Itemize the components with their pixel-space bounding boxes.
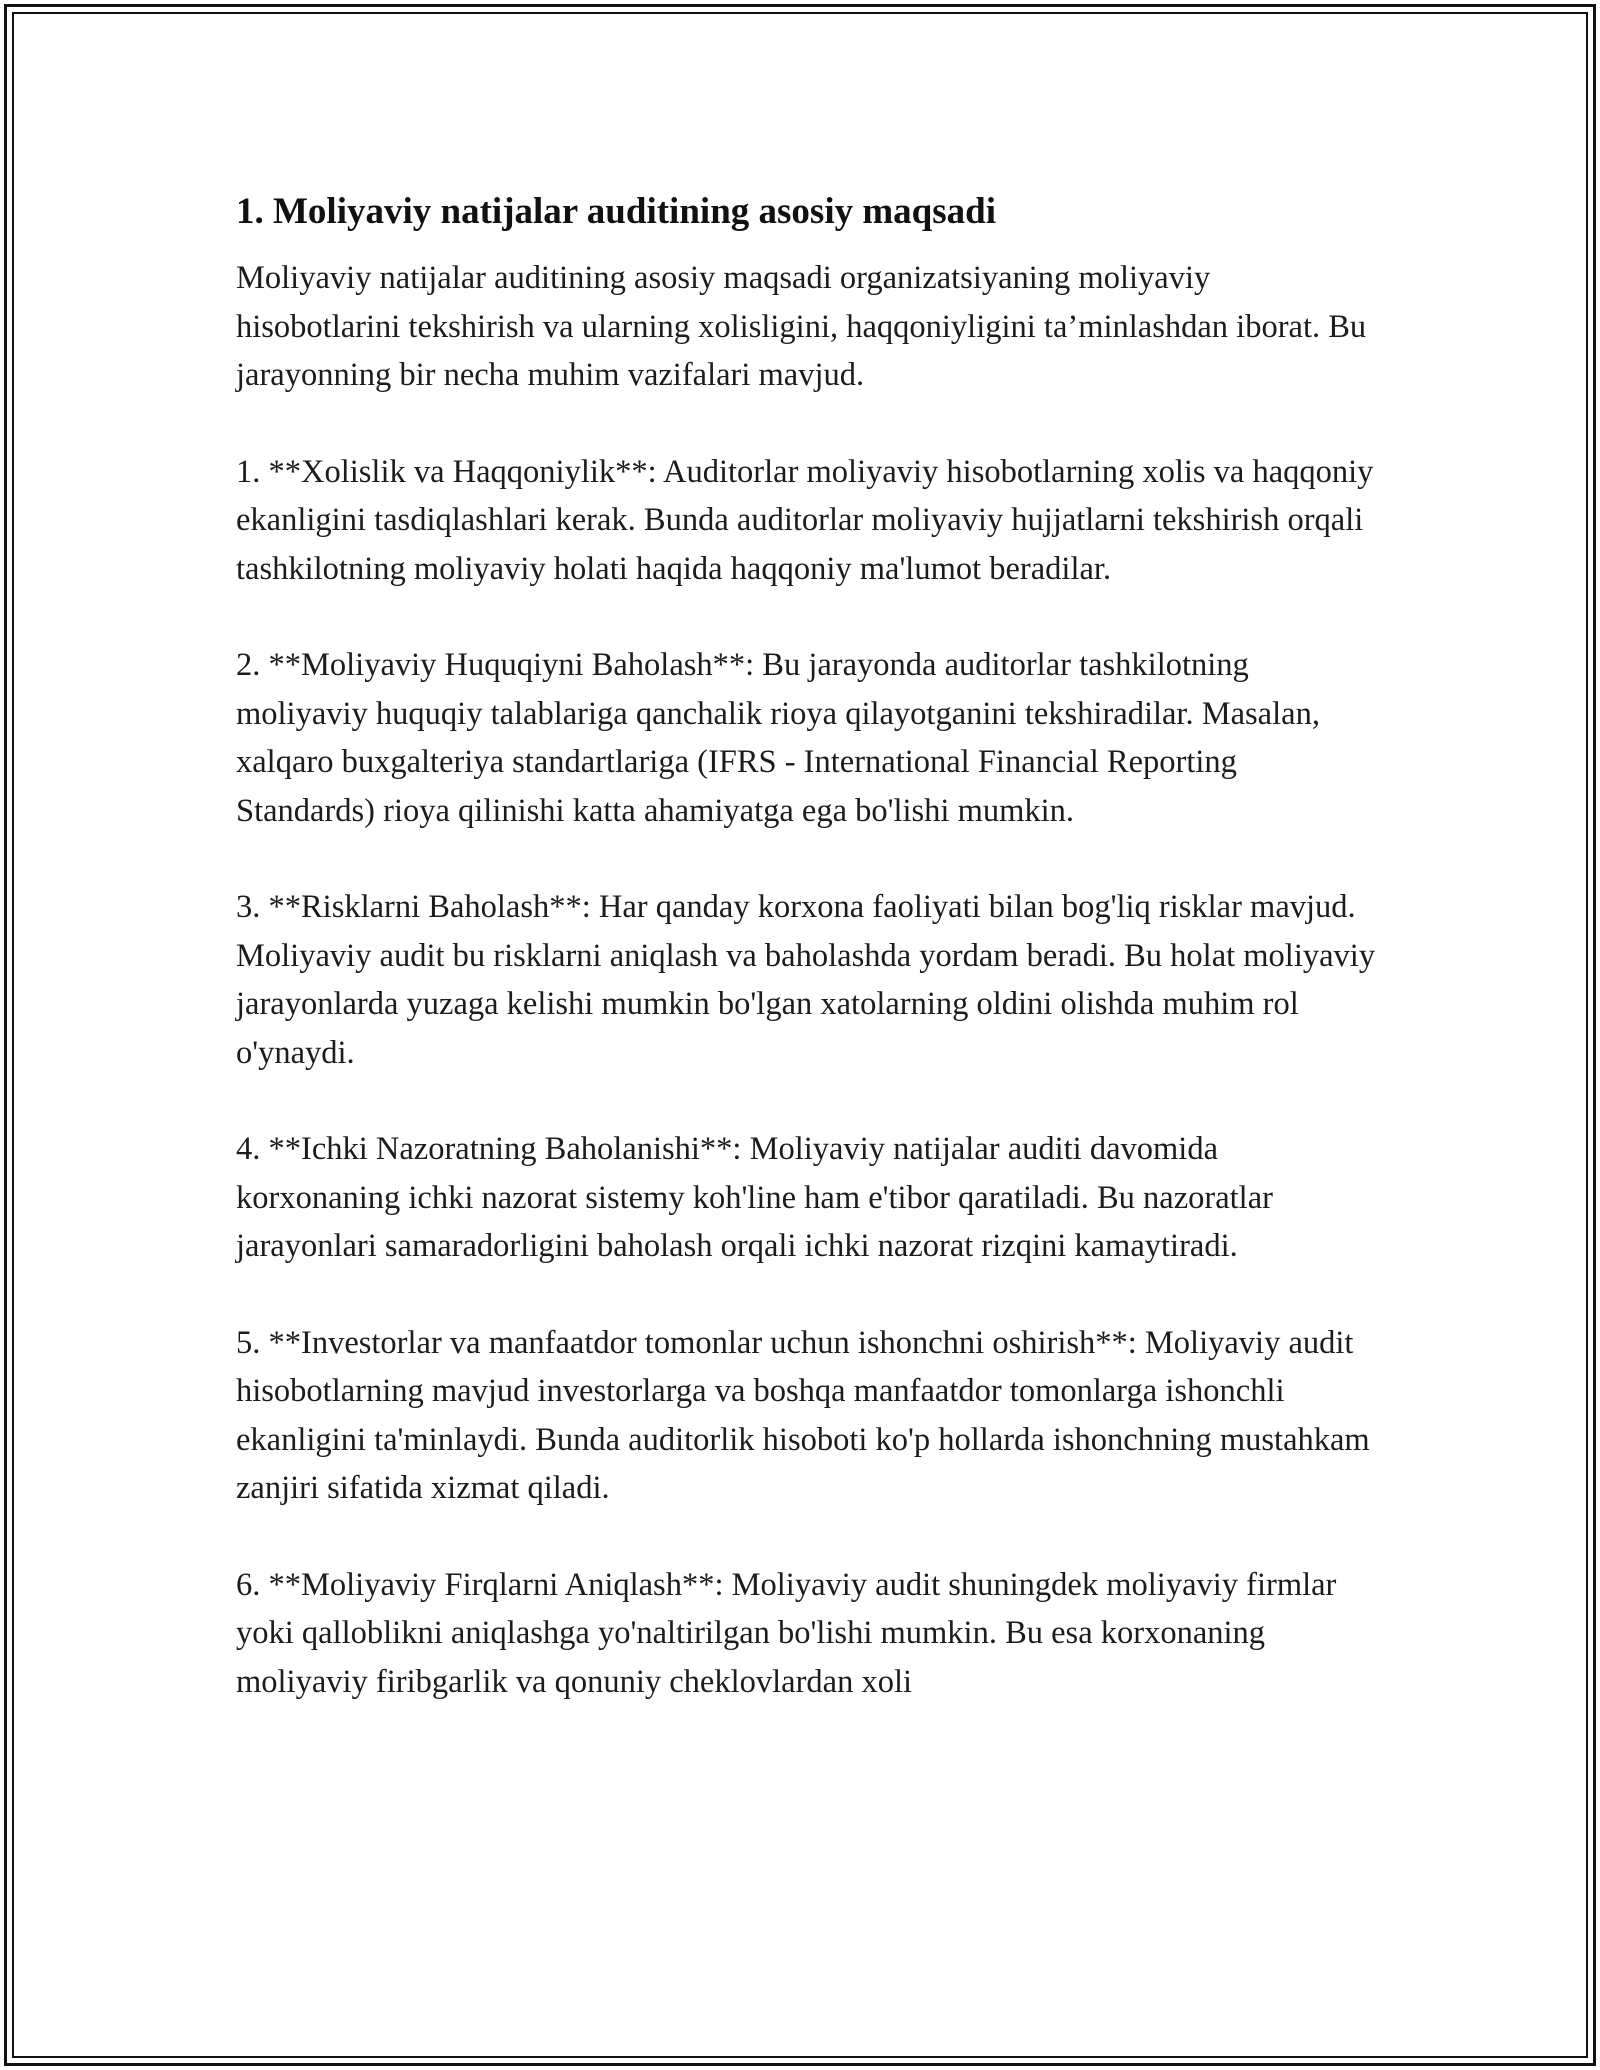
document-body [236, 188, 1376, 1754]
list-item-investor-trust: 5. **Investorlar va manfaatdor tomonlar uchun ishonchni oshirish**: Moliyaviy audit hisobotlarning mavjud investorlarga va boshqa manfaatdor tomonlarga ishonchli ekanligini ta'minlaydi. Bunda auditorlik hisoboti ko'p hollarda ishonchning mustahkam zanjiri sifatida xizmat qiladi. [236, 1324, 1370, 1506]
section-heading: 1. Moliyaviy natijalar auditining asosiy maqsadi [236, 191, 996, 232]
list-item-risk-assessment: 3. **Risklarni Baholash**: Har qanday korxona faoliyati bilan bog'liq risklar mavjud. Moliyaviy audit bu risklarni aniqlash va baholashda yordam beradi. Bu holat moliyaviy jarayonlarda yuzaga kelishi mumkin bo'lgan xatolarning oldini olishda muhim rol o'ynaydi. [236, 889, 1376, 1071]
list-item-objectivity: 1. **Xolislik va Haqqoniylik**: Auditorlar moliyaviy hisobotlarning xolis va haqqoniy ekanligini tasdiqlashlari kerak. Bunda auditorlar moliyaviy hujjatlarni tekshirish orqali tashkilotning moliyaviy holati haqida haqqoniy ma'lumot beradilar. [236, 453, 1374, 587]
list-item-internal-control: 4. **Ichki Nazoratning Baholanishi**: Moliyaviy natijalar auditi davomida korxonaning ichki nazorat sistemy koh'line ham e'tibor qaratiladi. Bu nazoratlar jarayonlari samaradorligini baholash orqali ichki nazorat rizqini kamaytiradi. [236, 1131, 1273, 1264]
intro-paragraph: Moliyaviy natijalar auditining asosiy maqsadi organizatsiyaning moliyaviy hisobotlarini tekshirish va ularning xolisligini, haqqoniyligini ta’minlashdan iborat. Bu jarayonning bir necha muhim vazifalari mavjud. [236, 260, 1367, 393]
list-item-fraud-detection: 6. **Moliyaviy Firqlarni Aniqlash**: Moliyaviy audit shuningdek moliyaviy firmlar yoki qalloblikni aniqlashga yo'naltirilgan bo'lishi mumkin. Bu esa korxonaning moliyaviy firibgarlik va qonuniy cheklovlardan xoli [236, 1566, 1337, 1700]
list-item-legal-compliance: 2. **Moliyaviy Huquqiyni Baholash**: Bu jarayonda auditorlar tashkilotning moliyaviy huquqiy talablariga qanchalik rioya qilayotganini tekshiradilar. Masalan, xalqaro buxgalteriya standartlariga (IFRS - International Financial Reporting Standards) rioya qilinishi katta ahamiyatga ega bo'lishi mumkin. [236, 647, 1320, 829]
